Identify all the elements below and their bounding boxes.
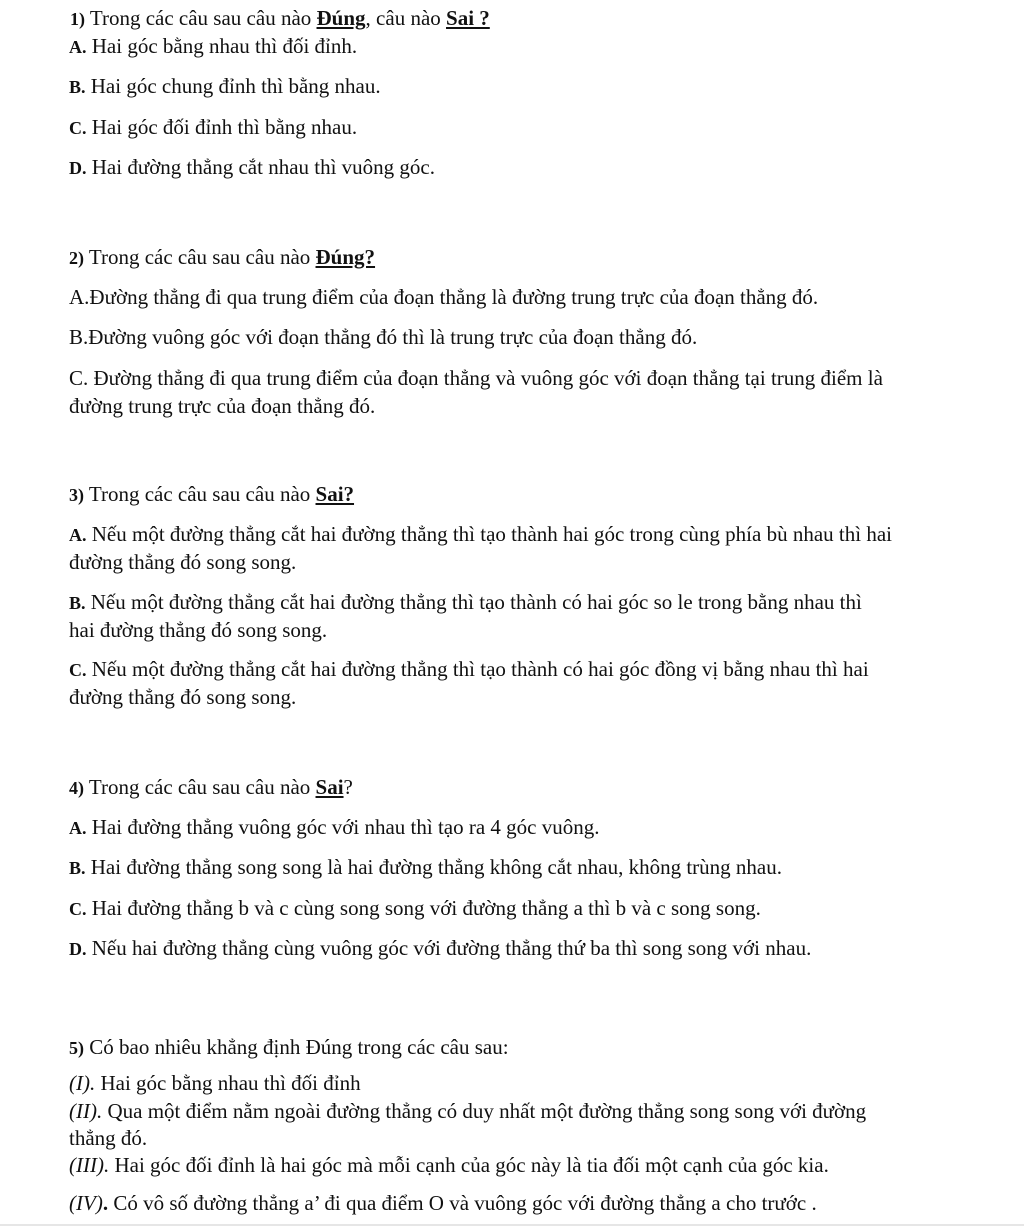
q4-option-d: D. Nếu hai đường thẳng cùng vuông góc với đường thẳng thứ ba thì song song với nhau.: [69, 936, 812, 960]
keyword-sai: Sai: [315, 775, 344, 799]
question-number: 4): [69, 778, 84, 798]
q3-option-b-line-1: B. Nếu một đường thẳng cắt hai đường thẳng thì tạo thành có hai góc so le trong bằng nhau thì: [69, 590, 862, 614]
q2-option-c-line-2: đường trung trực của đoạn thẳng đó.: [69, 394, 376, 418]
q2-option-b: B.Đường vuông góc với đoạn thẳng đó thì là trung trực của đoạn thẳng đó.: [69, 325, 698, 349]
q3-option-c-line-2: đường thẳng đó song song.: [69, 685, 297, 709]
question-number: 5): [69, 1038, 84, 1058]
question-3-title: 3) Trong các câu sau câu nào Sai?: [69, 482, 355, 506]
q2-option-c-line-1: C. Đường thẳng đi qua trung điểm của đoạn thẳng và vuông góc với đoạn thẳng tại trung điểm là: [69, 366, 883, 390]
q1-option-c: C. Hai góc đối đỉnh thì bằng nhau.: [69, 115, 358, 139]
q5-statement-ii-line-1: (II). Qua một điểm nằm ngoài đường thẳng có duy nhất một đường thẳng song song với đường: [69, 1099, 867, 1123]
q3-option-a-line-1: A. Nếu một đường thẳng cắt hai đường thẳng thì tạo thành hai góc trong cùng phía bù nhau thì hai: [69, 522, 892, 546]
q4-option-c: C. Hai đường thẳng b và c cùng song song với đường thẳng a thì b và c song song.: [69, 896, 761, 920]
question-1-title: 1) Trong các câu sau câu nào Đúng, câu nào Sai ?: [70, 6, 490, 30]
question-4-title: 4) Trong các câu sau câu nào Sai?: [69, 775, 353, 799]
q5-statement-i: (I). Hai góc bằng nhau thì đối đỉnh: [69, 1071, 361, 1095]
question-number: 1): [70, 9, 85, 29]
q3-option-c-line-1: C. Nếu một đường thẳng cắt hai đường thẳng thì tạo thành có hai góc đồng vị bằng nhau thì hai: [69, 657, 869, 681]
q5-statement-iii: (III). Hai góc đối đỉnh là hai góc mà mỗi cạnh của góc này là tia đối một cạnh của góc kia.: [69, 1153, 829, 1177]
q1-option-a: A. Hai góc bằng nhau thì đối đỉnh.: [69, 34, 358, 58]
question-number: 3): [69, 485, 84, 505]
bottom-divider: [0, 1224, 1024, 1226]
question-number: 2): [69, 248, 84, 268]
q1-option-b: B. Hai góc chung đỉnh thì bằng nhau.: [69, 74, 381, 98]
q4-option-b: B. Hai đường thẳng song song là hai đường thẳng không cắt nhau, không trùng nhau.: [69, 855, 782, 879]
question-5-title: 5) Có bao nhiêu khẳng định Đúng trong các câu sau:: [69, 1035, 509, 1059]
q5-statement-ii-line-2: thẳng đó.: [69, 1126, 148, 1150]
keyword-dung: Đúng: [316, 6, 366, 30]
q1-option-d: D. Hai đường thẳng cắt nhau thì vuông góc.: [69, 155, 435, 179]
q4-option-a: A. Hai đường thẳng vuông góc với nhau thì tạo ra 4 góc vuông.: [69, 815, 600, 839]
q2-option-a: A.Đường thẳng đi qua trung điểm của đoạn thẳng là đường trung trực của đoạn thẳng đó.: [69, 285, 819, 309]
keyword-sai: Sai?: [315, 482, 355, 506]
q3-option-a-line-2: đường thẳng đó song song.: [69, 550, 297, 574]
q5-statement-iv: (IV). Có vô số đường thẳng a’ đi qua điểm O và vuông góc với đường thẳng a cho trước .: [69, 1191, 817, 1215]
keyword-dung: Đúng?: [315, 245, 376, 269]
q3-option-b-line-2: hai đường thẳng đó song song.: [69, 618, 328, 642]
keyword-sai: Sai ?: [446, 6, 490, 30]
question-2-title: 2) Trong các câu sau câu nào Đúng?: [69, 245, 376, 269]
